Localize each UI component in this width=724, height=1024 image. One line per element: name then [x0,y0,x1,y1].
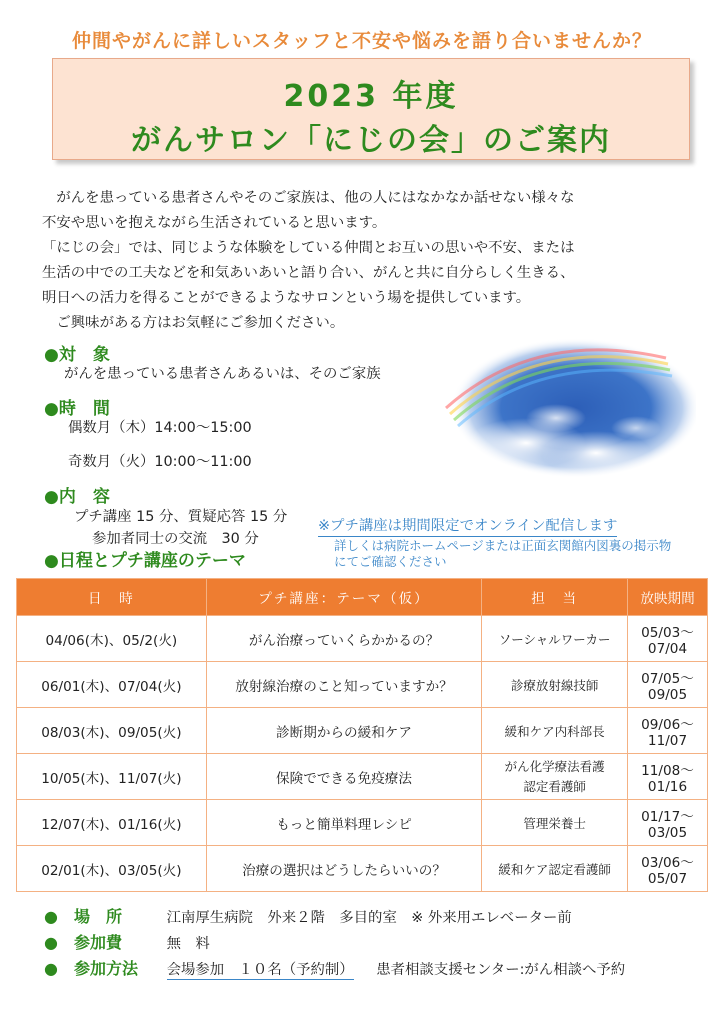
page-title: がんサロン「にじの会」のご案内 [131,123,611,158]
online-notice-detail-line: 詳しくは病院ホームページまたは正面玄関館内図裏の掲示物 [334,538,672,553]
place-label: ● 場 所 [44,907,122,926]
method-row [44,956,625,979]
row-staff: 緩和ケア内科部長 [482,708,628,754]
row-period [628,800,708,846]
header-date: 日 時 [17,579,207,616]
row-staff: 管理栄養士 [482,800,628,846]
table-row [17,800,708,846]
fee-label: ● 参加費 [44,933,122,952]
period-end: 01/16 [647,778,688,795]
staff-line: がん化学療法看護 [504,758,605,774]
period-start: 11/08～ [641,762,694,779]
row-staff: 診療放射線技師 [482,662,628,708]
intro-line: がんを患っている患者さんやそのご家族は、他の人にはなかなか話せない様々な [42,190,575,206]
row-theme: もっと簡単料理レシピ [206,800,482,846]
row-theme: 治療の選択はどうしたらいいの？ [206,846,482,892]
time-even-month: 偶数月（木）14:00～15:00 [68,420,252,436]
period-start: 09/06～ [641,716,694,733]
method-reservation-text: 患者相談支援センター:がん相談へ予約 [376,962,626,978]
row-period [628,616,708,662]
fee-row [44,930,210,953]
page-title-year: 2023 年度 [283,79,459,114]
row-period [628,754,708,800]
period-start: 05/03～ [641,624,694,641]
period-end: 09/05 [647,686,688,703]
content-line-2: 参加者同士の交流 30 分 [92,531,259,547]
tagline: 仲間やがんに詳しいスタッフと不安や悩みを語り合いませんか？ [71,30,652,52]
row-period [628,708,708,754]
intro-line: 生活の中での工夫などを和気あいあいと語り合い、がんと共に自分らしく生きる、 [42,265,575,281]
period-end: 03/05 [647,824,688,841]
staff-line: 認定看護師 [523,778,586,794]
row-date: 06/01(木)、07/04(火) [17,662,207,708]
period-end: 07/04 [647,640,688,657]
row-date: 02/01(木)、03/05(火) [17,846,207,892]
online-notice-detail-line: にてご確認ください [334,554,447,569]
header-theme: プチ講座：テーマ（仮） [206,579,482,616]
intro-line: 明日への活力を得ることができるようなサロンという場を提供しています。 [42,290,531,306]
table-row [17,754,708,800]
title-box [52,58,690,160]
place-text: 江南厚生病院 外来２階 多目的室 ※ 外来用エレベーター前 [166,910,572,926]
row-theme: 診断期からの緩和ケア [206,708,482,754]
intro-line: 不安や思いを抱えながら生活されていると思います。 [42,215,387,231]
header-period: 放映期間 [628,579,708,616]
method-label: ● 参加方法 [44,959,138,978]
time-odd-month: 奇数月（火）10:00～11:00 [68,454,252,470]
row-date: 08/03(木)、09/05(火) [17,708,207,754]
intro-paragraph [42,186,692,336]
intro-line: ご興味がある方はお気軽にご参加ください。 [42,315,345,331]
row-date: 12/07(木)、01/16(火) [17,800,207,846]
table-row [17,662,708,708]
section-target-text: がんを患っている患者さんあるいは、そのご家族 [64,366,381,382]
section-time-heading: ●時 間 [44,399,110,419]
row-date: 10/05(木)、11/07(火) [17,754,207,800]
header-staff: 担 当 [482,579,628,616]
online-notice: ※プチ講座は期間限定でオンライン配信します [318,514,617,537]
place-row [44,904,572,927]
period-start: 01/17～ [641,808,694,825]
online-notice-detail [334,538,714,570]
row-theme: 放射線治療のこと知っていますか？ [206,662,482,708]
section-content-heading: ●内 容 [44,487,110,507]
row-theme: がん治療っていくらかかるの？ [206,616,482,662]
table-row [17,616,708,662]
content-line-1: プチ講座 15 分、質疑応答 15 分 [74,509,288,525]
row-period [628,662,708,708]
section-schedule-heading: ●日程とプチ講座のテーマ [44,551,246,571]
row-staff: 緩和ケア認定看護師 [482,846,628,892]
table-header-row [17,579,708,616]
fee-text: 無 料 [166,936,210,952]
intro-line: 「にじの会」では、同じような体験をしている仲間とお互いの思いや不安、または [42,240,575,256]
rainbow-sky-image [436,338,696,478]
section-target-heading: ●対 象 [44,345,110,365]
method-onsite-text: 会場参加 １０名（予約制） [166,962,354,978]
period-end: 05/07 [647,870,688,887]
row-date: 04/06(木)、05/2(火) [17,616,207,662]
row-theme: 保険でできる免疫療法 [206,754,482,800]
table-row [17,708,708,754]
schedule-table [16,578,708,892]
period-start: 07/05～ [641,670,694,687]
table-row [17,846,708,892]
row-staff [482,754,628,800]
period-start: 03/06～ [641,854,694,871]
row-staff: ソーシャルワーカー [482,616,628,662]
period-end: 11/07 [647,732,688,749]
row-period [628,846,708,892]
